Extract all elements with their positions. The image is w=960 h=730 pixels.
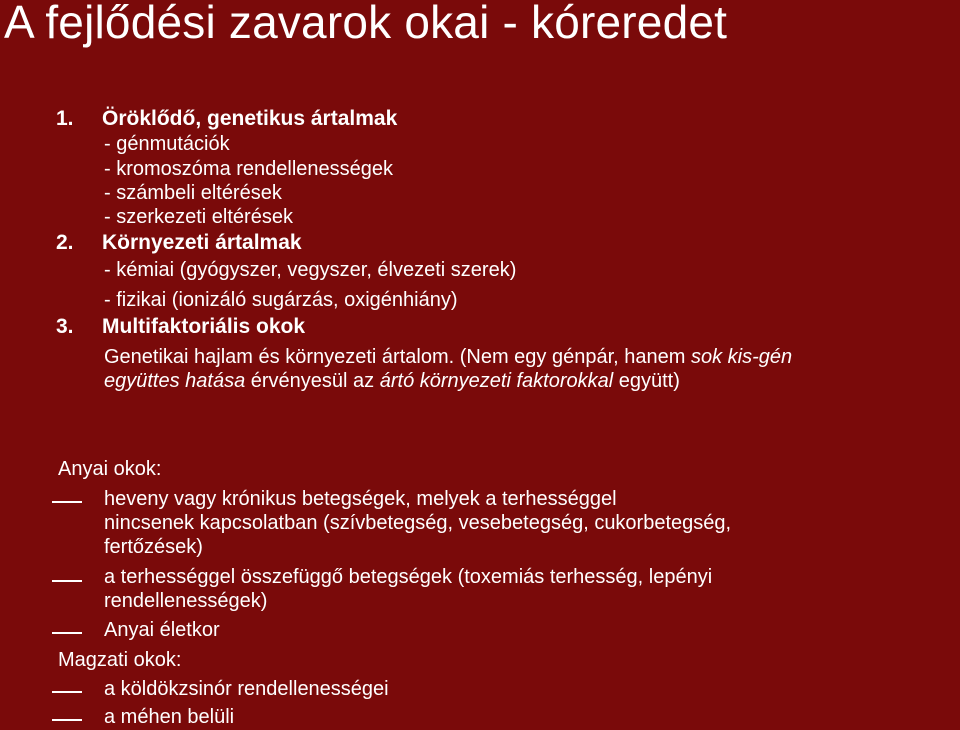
list-line: - szerkezeti eltérések bbox=[104, 206, 293, 228]
text-run: érvényesül az bbox=[245, 370, 380, 392]
item-number: 1. bbox=[56, 107, 74, 130]
slide-title: A fejlődési zavarok okai - kóreredet bbox=[4, 0, 728, 48]
text-run-italic: ártó környezeti faktorokkal bbox=[379, 370, 614, 392]
text-run: Genetikai hajlam és környezeti ártalom. (Nem egy génpár, hanem bbox=[104, 346, 691, 368]
dash-bullet bbox=[52, 580, 82, 582]
dash-bullet bbox=[52, 501, 82, 503]
item-heading: Multifaktoriális okok bbox=[102, 315, 306, 338]
list-line: - fizikai (ionizáló sugárzás, oxigénhiány) bbox=[104, 289, 458, 311]
item-number: 3. bbox=[56, 315, 74, 338]
dash-bullet bbox=[52, 719, 82, 721]
text-run-italic: együttes hatása bbox=[104, 370, 246, 392]
list-line: - génmutációk bbox=[104, 133, 230, 155]
maternal-item-2-line-1: a terhességgel összefüggő betegségek (toxemiás terhesség, lepényi bbox=[104, 566, 713, 588]
dash-bullet bbox=[52, 632, 82, 634]
list-line: - kromoszóma rendellenességek bbox=[104, 158, 394, 180]
item-number: 2. bbox=[56, 231, 74, 254]
maternal-item-3-line-1: Anyai életkor bbox=[104, 619, 220, 641]
numbered-item-2 bbox=[56, 230, 302, 256]
text-run-italic: sok kis-gén bbox=[690, 346, 793, 368]
multifactorial-line-1 bbox=[104, 344, 792, 370]
maternal-item-1-line-3: fertőzések) bbox=[104, 536, 203, 558]
item-heading: Öröklődő, genetikus ártalmak bbox=[102, 107, 398, 130]
numbered-item-1 bbox=[56, 106, 397, 132]
numbered-item-3 bbox=[56, 314, 305, 340]
maternal-heading: Anyai okok: bbox=[58, 458, 162, 480]
list-line: - számbeli eltérések bbox=[104, 182, 282, 204]
maternal-item-2-line-2: rendellenességek) bbox=[104, 590, 268, 612]
item-heading: Környezeti ártalmak bbox=[102, 231, 302, 254]
fetal-item-1-line-1: a köldökzsinór rendellenességei bbox=[104, 678, 389, 700]
multifactorial-line-2 bbox=[104, 368, 680, 394]
fetal-item-2-line-1: a méhen belüli bbox=[104, 706, 235, 728]
fetal-heading: Magzati okok: bbox=[58, 649, 182, 671]
maternal-item-1-line-1: heveny vagy krónikus betegségek, melyek a terhességgel bbox=[104, 488, 617, 510]
maternal-item-1-line-2: nincsenek kapcsolatban (szívbetegség, vesebetegség, cukorbetegség, bbox=[104, 512, 732, 534]
dash-bullet bbox=[52, 691, 82, 693]
list-line: - kémiai (gyógyszer, vegyszer, élvezeti szerek) bbox=[104, 259, 517, 281]
text-run: együtt) bbox=[613, 370, 680, 392]
